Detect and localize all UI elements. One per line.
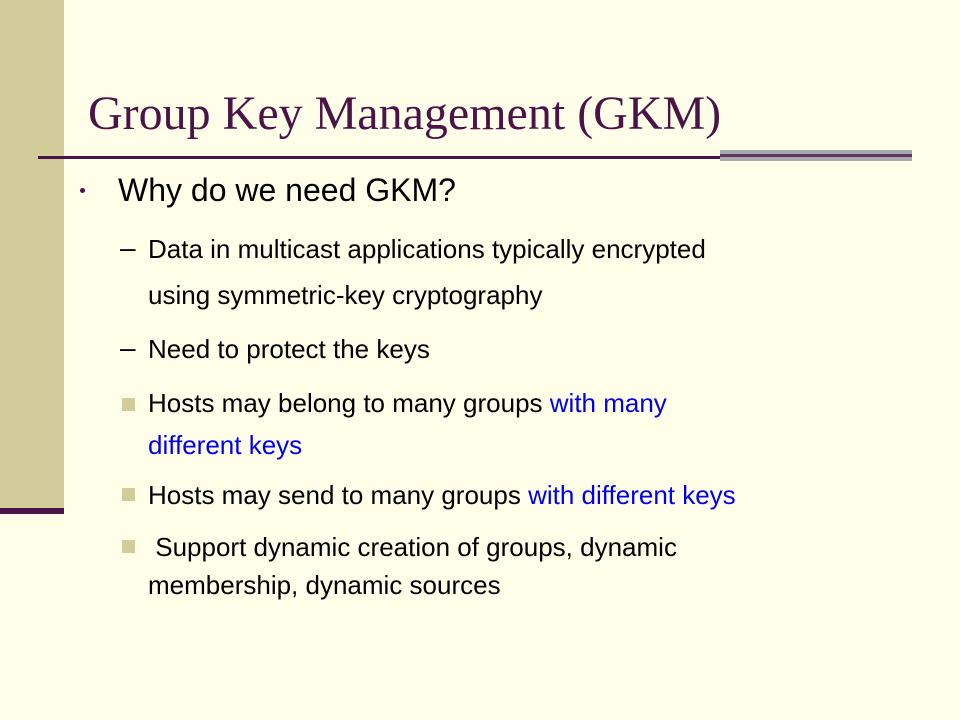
sidebar-decoration [0,0,64,508]
square-bullet-icon [122,540,135,553]
dash-bullet-icon: – [120,332,136,363]
dash-bullet-icon: – [120,232,136,263]
bullet-dot-icon [80,188,85,193]
title-underline [38,156,720,159]
item-hosts-belong-highlight: with many [549,388,667,418]
bullet-why-gkm: Why do we need GKM? [118,172,456,208]
sidebar-accent-line [0,508,64,514]
item-dynamic-line1: Support dynamic creation of groups, dynamic [148,532,677,562]
item-hosts-belong-text: Hosts may belong to many groups [148,388,550,418]
sub-bullet-protect-keys: Need to protect the keys [148,334,430,364]
item-dynamic-line2: membership, dynamic sources [148,570,501,600]
title-underline-gray-inner [720,154,912,157]
sub-bullet-data-line2: using symmetric-key cryptography [148,280,543,310]
item-hosts-send [148,480,736,511]
item-hosts-belong-line2: different keys [148,430,303,460]
item-hosts-send-text: Hosts may send to many groups [148,480,529,510]
slide-title: Group Key Management (GKM) [88,87,722,140]
square-bullet-icon [122,398,135,411]
sub-bullet-data-line1: Data in multicast applications typically encrypted [148,234,706,264]
item-hosts-send-highlight: with different keys [528,480,736,510]
item-hosts-belong-line1 [148,388,667,419]
square-bullet-icon [122,488,135,501]
